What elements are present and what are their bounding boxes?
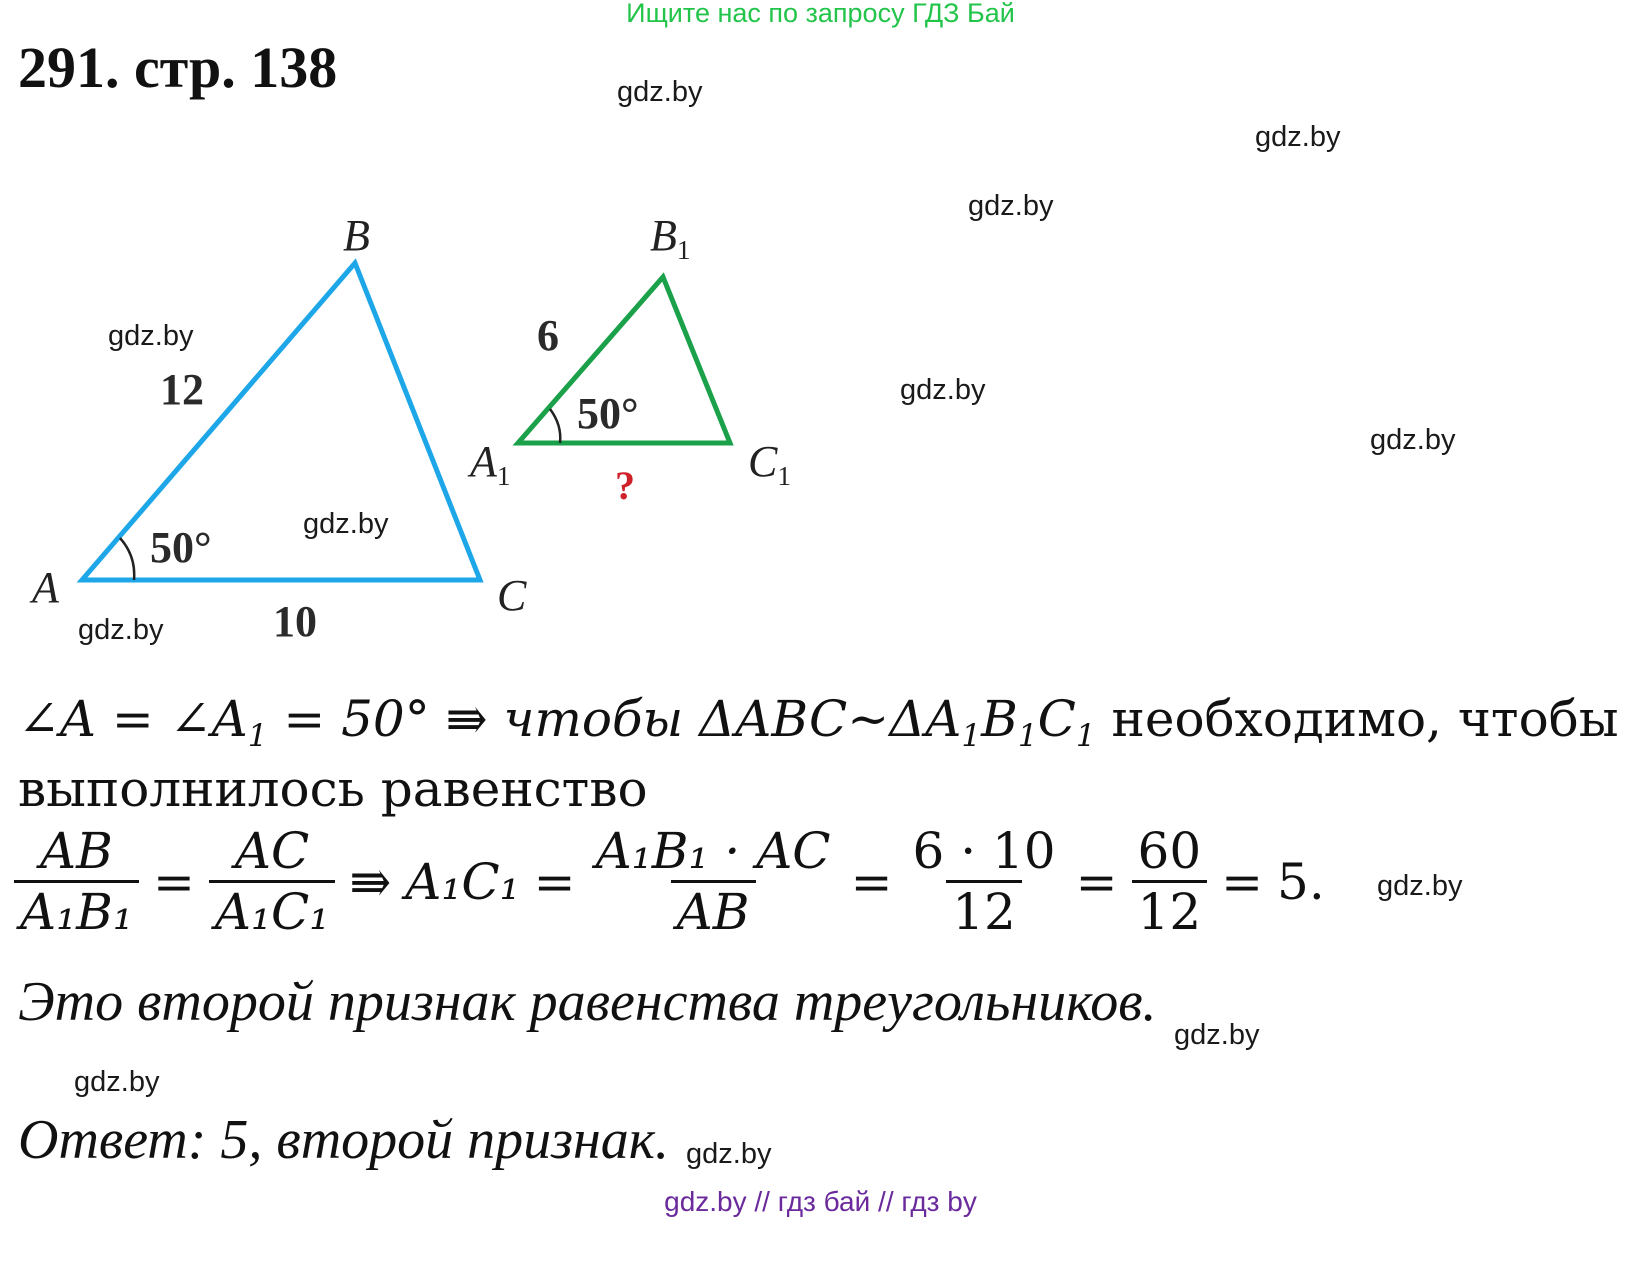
fraction-computed <box>1132 822 1208 941</box>
solution-line-2: выполнилось равенство <box>18 760 648 818</box>
task-title: 291. стр. 138 <box>18 35 338 100</box>
vertex-b1-label <box>650 210 691 265</box>
vertex-c-label: C <box>497 571 527 620</box>
numerator: 60 <box>1137 822 1202 880</box>
angle-a1-value: 50° <box>577 389 639 438</box>
denominator: A₁C₁ <box>209 880 335 941</box>
vertex-a1-subscript: 1 <box>496 460 511 491</box>
watermark: gdz.by <box>1377 870 1463 902</box>
result-value: 5. <box>1277 852 1325 911</box>
vertex-b-label: B <box>343 211 370 260</box>
watermark: gdz.by <box>303 508 389 540</box>
equals-sign: = <box>850 852 893 911</box>
side-a1b1-length: 6 <box>537 311 559 360</box>
side-ac-length: 10 <box>273 597 317 646</box>
solution-line-1 <box>18 690 1619 754</box>
equals-sign: = <box>1075 852 1118 911</box>
vertex-c1-letter: C <box>748 437 778 486</box>
vertex-c1-subscript: 1 <box>777 460 791 491</box>
equals-sign: = <box>1221 852 1264 911</box>
subscript: 1 <box>1017 717 1038 754</box>
denominator: 12 <box>1132 880 1208 941</box>
denominator: AB <box>671 880 756 941</box>
unknown-side-mark: ? <box>615 463 635 508</box>
equals-sign: = <box>152 852 195 911</box>
vertex-a1-letter: A <box>470 437 497 486</box>
denominator: 12 <box>946 880 1022 941</box>
vertex-b1-letter: B <box>650 211 677 260</box>
vertex-a-label: A <box>32 563 59 612</box>
vertex-c1-label <box>748 436 791 491</box>
similarity-statement: = 50° ⇛ чтобы ΔABC~ΔA <box>267 690 962 748</box>
angle-equality: ∠A = ∠A <box>18 690 248 748</box>
fraction-ac-over-a1c1 <box>209 822 335 941</box>
watermark: gdz.by <box>686 1138 772 1170</box>
requirement-text: необходимо, чтобы <box>1095 690 1619 748</box>
vertex-c1: C <box>1037 690 1076 748</box>
watermark: gdz.by <box>900 374 986 406</box>
watermark: gdz.by <box>78 614 164 646</box>
watermark: gdz.by <box>1370 424 1456 456</box>
numerator: A₁B₁ · AC <box>595 822 831 880</box>
equals-sign: = <box>533 852 576 911</box>
watermark: gdz.by <box>108 320 194 352</box>
top-banner: Ищите нас по запросу ГДЗ Бай <box>626 0 1015 28</box>
fraction-formula <box>590 822 837 941</box>
vertex-a1-label <box>470 436 511 491</box>
watermark: gdz.by <box>617 76 703 108</box>
subscript: 1 <box>961 717 982 754</box>
vertex-b1-subscript: 1 <box>676 234 691 265</box>
proportion-equation <box>14 822 1325 941</box>
angle-a-value: 50° <box>150 523 212 572</box>
fraction-substituted <box>906 822 1061 941</box>
watermark: gdz.by <box>1174 1019 1260 1051</box>
numerator: AB <box>40 822 113 880</box>
subscript: 1 <box>1075 717 1096 754</box>
fraction-ab-over-a1b1 <box>14 822 139 941</box>
side-ab-length: 12 <box>160 365 204 414</box>
watermark: gdz.by <box>1255 121 1341 153</box>
triangle-abc <box>82 263 480 580</box>
angle-arc-a1 <box>550 409 560 443</box>
implies-sign: ⇛ <box>349 852 392 911</box>
answer-text: Ответ: 5, второй признак. <box>18 1109 669 1171</box>
footer-links: gdz.by // гдз бай // гдз by <box>664 1186 977 1217</box>
unknown-a1c1: A₁C₁ <box>405 852 520 911</box>
watermark: gdz.by <box>968 190 1054 222</box>
watermark: gdz.by <box>74 1066 160 1098</box>
subscript: 1 <box>247 717 268 754</box>
vertex-b1: B <box>981 690 1018 748</box>
numerator: 6 · 10 <box>912 822 1056 880</box>
denominator: A₁B₁ <box>14 880 139 941</box>
numerator: AC <box>234 822 310 880</box>
conclusion-text: Это второй признак равенства треугольников. <box>18 971 1157 1033</box>
angle-arc-a <box>120 538 134 580</box>
